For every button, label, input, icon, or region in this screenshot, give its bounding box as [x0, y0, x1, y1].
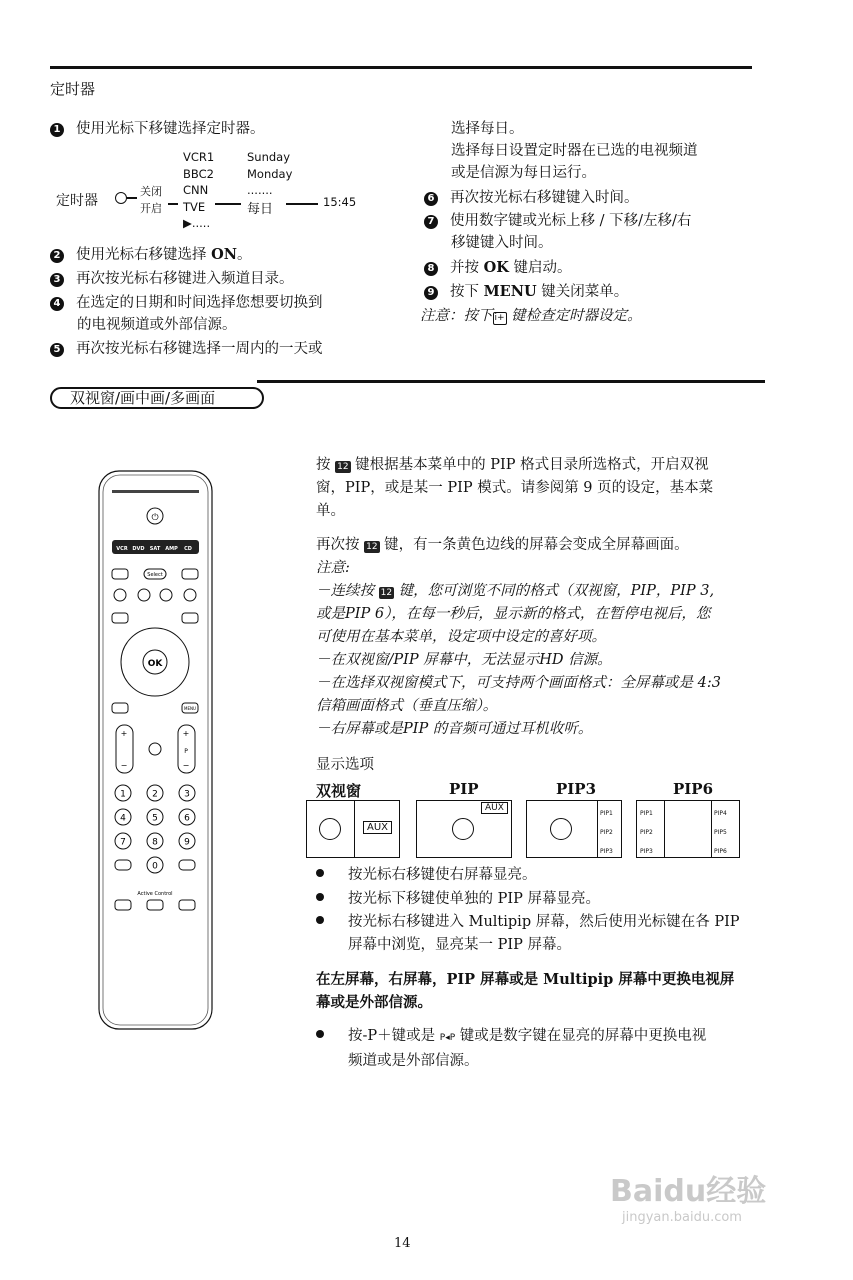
timer-step-4: 4 在选定的日期和时间选择您想要切换到 的电视频道或外部信源。 [50, 292, 323, 336]
opt-pip3-label: PIP3 [556, 780, 597, 798]
timer-step-8: 8 并按 OK 键启动。 [424, 257, 571, 279]
remote-vol-minus: − [120, 761, 128, 770]
remote-source-label: SAT [149, 546, 161, 552]
circle-icon [550, 818, 572, 840]
pip-key-icon: 12 [366, 542, 378, 552]
pip-heading: 在左屏幕，右屏幕，PIP 屏幕或是 Multipip 屏幕中更换电视屏 幕或是外部信源。 [316, 971, 735, 1011]
remote-source-label: DVD [132, 546, 145, 552]
remote-digit-label: 5 [152, 813, 158, 824]
remote-digit-label: 3 [184, 789, 190, 800]
remote-source-label: VCR [116, 546, 128, 552]
diagram-day: 每日 [247, 201, 274, 217]
watermark-logo: Baidu经验 [610, 1174, 767, 1209]
remote-ch-minus: − [182, 761, 190, 770]
svg-text:OK: OK [147, 659, 163, 669]
remote-select-label: Select [147, 572, 163, 578]
page-number: 14 [394, 1236, 411, 1251]
remote-digit-label: 6 [184, 813, 190, 824]
aux-label: AUX [481, 802, 508, 814]
remote-control-image [98, 470, 213, 1030]
remote-digit-label: 7 [120, 837, 126, 848]
pip6-label: PIP1 [640, 810, 653, 817]
pip-bullet-3: 按光标右移键进入 Multipip 屏幕，然后使用光标键在各 PIP 屏幕中浏览，显亮某一 PIP 屏幕。 [316, 911, 798, 957]
timer-step-3: 3 再次按光标右移键进入频道目录。 [50, 268, 294, 290]
diagram-time: 15:45 [323, 195, 357, 209]
pip-swap-key-icon: P◂P [439, 1033, 456, 1043]
pip-notes: 注意: －连续按 12 键，您可浏览不同的格式（双视窗，PIP，PIP 3, 或是PIP 6），在每一秒后，显示新的格式，在暂停电视后，您 可使用在基本菜单，设定项中设定的喜好项。 －在双视窗/PIP 屏幕中，无法显示HD 信源。 －在选择双视窗模式下，可支持两个画面格式：全屏幕或是 4:3 信箱画面格式（垂直压缩）。 －右屏幕或是PIP 的音频可通过耳机收听。 [316, 560, 721, 737]
pip3-label: PIP3 [600, 848, 613, 855]
pip-screen-diagram [416, 800, 512, 858]
diagram-channel: TVE [183, 199, 206, 214]
diagram-off: 关闭 [140, 185, 162, 198]
remote-digit-label: 8 [152, 837, 158, 848]
watermark-url: jingyan.baidu.com [622, 1210, 742, 1225]
pip-bullet-4: 按-P＋键或是 P◂P 键或是数字键在显亮的屏幕中更换电视 频道或是外部信源。 [316, 1025, 798, 1073]
diagram-day: Monday [247, 166, 293, 181]
timer-step-5: 5 再次按光标右移键选择一周内的一天或 [50, 338, 323, 360]
remote-vol-plus: + [120, 729, 128, 738]
remote-source-label: AMP [165, 546, 178, 552]
dual-screen-diagram [306, 800, 400, 858]
pip6-label: PIP2 [640, 829, 653, 836]
timer-step-7: 7 使用数字键或光标上移 / 下移/左移/右 移键键入时间。 [424, 210, 691, 254]
pip-section-title: 双视窗/画中画/多画面 [50, 387, 264, 409]
pip3-label: PIP1 [600, 810, 613, 817]
remote-ch-plus: + [182, 729, 190, 738]
pip6-label: PIP5 [714, 829, 727, 836]
timer-step-6: 6 再次按光标右移键键入时间。 [424, 187, 639, 209]
diagram-channel: ▶..... [183, 216, 211, 230]
remote-p-label: P [184, 748, 188, 755]
pip-key-icon: 12 [380, 588, 393, 598]
timer-step-2: 2 使用光标右移键选择 ON。 [50, 244, 252, 266]
remote-digit-label: 1 [120, 789, 126, 800]
timer-step-5-cont: 选择每日。 选择每日设置定时器在已选的电视频道 或是信源为每日运行。 [451, 121, 698, 181]
timer-title: 定时器 [50, 80, 96, 98]
pip3-label: PIP2 [600, 829, 613, 836]
remote-digit-label: 9 [184, 837, 190, 848]
top-rule [50, 66, 752, 69]
display-options-label: 显示选项 [316, 757, 374, 773]
timer-note: 注意：按下 i+ 键检查定时器设定。 [420, 308, 642, 324]
remote-digit-label: 2 [152, 789, 158, 800]
remote-digit-label: 4 [120, 813, 126, 824]
svg-text:⏻: ⏻ [151, 513, 159, 523]
diagram-node-icon [115, 192, 127, 204]
svg-text:Active Control: Active Control [137, 891, 173, 897]
diagram-on: 开启 [140, 202, 162, 215]
remote-source-label: CD [184, 546, 192, 552]
remote-menu-label: MENU [184, 706, 196, 711]
pip-para-1: 按 12 键根据基本菜单中的 PIP 格式目录所选格式，开启双视 窗，PIP，或是某一 PIP 模式。请参阅第 9 页的设定，基本菜 单。 [316, 457, 714, 519]
pip-bullet-1: 按光标右移键使右屏幕显亮。 [316, 864, 798, 887]
diagram-channel: CNN [183, 183, 209, 197]
opt-dual-label: 双视窗 [316, 782, 362, 800]
pip6-screen-diagram [636, 800, 740, 858]
step-number-1: 1 [50, 123, 64, 137]
circle-icon [452, 818, 474, 840]
opt-pip6-label: PIP6 [673, 780, 714, 798]
diagram-channel: VCR1 [183, 150, 215, 164]
diagram-day-list [247, 149, 292, 218]
remote-digit-label: 0 [152, 861, 158, 872]
pip6-label: PIP6 [714, 848, 727, 855]
diagram-timer-label: 定时器 [56, 193, 98, 209]
aux-label: AUX [363, 821, 392, 834]
diagram-channel-list [183, 149, 214, 232]
pip6-label: PIP4 [714, 810, 727, 817]
pip6-label: PIP3 [640, 848, 653, 855]
pip-bullet-2: 按光标下移键使单独的 PIP 屏幕显亮。 [316, 888, 798, 911]
diagram-day: Sunday [247, 150, 291, 164]
pip-para-2: 再次按 12 键，有一条黄色边线的屏幕会变成全屏幕画面。 [316, 537, 689, 553]
pip3-screen-diagram [526, 800, 622, 858]
diagram-day: ....... [247, 183, 273, 197]
section-rule [257, 380, 765, 383]
circle-icon [319, 818, 341, 840]
info-key-icon: i+ [494, 313, 505, 323]
pip-key-icon: 12 [337, 462, 349, 472]
timer-step-9: 9 按下 MENU 键关闭菜单。 [424, 281, 628, 303]
opt-pip-label: PIP [449, 780, 479, 798]
diagram-channel: BBC2 [183, 166, 214, 181]
timer-step-1: 1 使用光标下移键选择定时器。 [50, 118, 265, 140]
